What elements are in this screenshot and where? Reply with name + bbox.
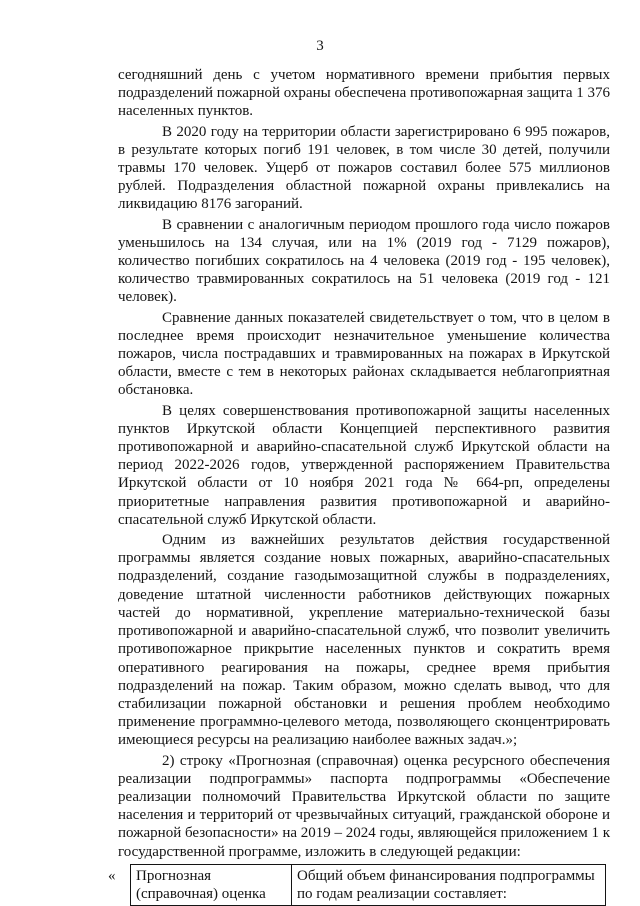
table-value-cell: Общий объем финансирования подпрограммы по годам реализации составляет:: [292, 864, 606, 905]
paragraph-4: Сравнение данных показателей свидетельствует о том, что в целом в последнее время происходит незначительное уменьшение количества пожаров, числа пострадавших и травмированных на пожарах в Иркутской области, вместе с тем в некоторых районах складывается неблагоприятная обстановка.: [118, 309, 610, 399]
page-number: 3: [316, 38, 324, 54]
table-row: [131, 864, 606, 905]
paragraph-5: В целях совершенствования противопожарной защиты населенных пунктов Иркутской области Концепцией перспективного развития противопожарной и аварийно-спасательной служб Иркутской области на период 2022-2026 годов, утвержденной распоряжением Правительства Иркутской области от 10 ноября 2021 года № 664-рп, определены приоритетные направления развития противопожарной и аварийно-спасательной служб Иркутской области.: [118, 402, 610, 528]
paragraph-7: 2) строку «Прогнозная (справочная) оценка ресурсного обеспечения реализации подпрограммы» паспорта подпрограммы «Обеспечение реализации полномочий Правительства Иркутской области по защите населения и территорий от чрезвычайных ситуаций, гражданской обороне и пожарной безопасности» на 2019 – 2024 годы, являющейся приложением 1 к государственной программе, изложить в следующей редакции:: [118, 752, 610, 860]
paragraph-1: сегодняшний день с учетом нормативного времени прибытия первых подразделений пожарной охраны обеспечена противопожарная защита 1 376 населенных пунктов.: [118, 67, 610, 120]
document-body: [108, 66, 610, 906]
paragraph-2: В 2020 году на территории области зарегистрировано 6 995 пожаров, в результате которых погиб 191 человек, в том числе 30 детей, получили травмы 170 человек. Ущерб от пожаров составил более 575 миллионов рублей. Подразделения областной пожарной охраны привлекались на ликвидацию 8176 загораний.: [118, 123, 610, 213]
table-label-cell: Прогнозная (справочная) оценка: [131, 864, 292, 905]
finance-table-wrap: [108, 864, 610, 906]
finance-table: [130, 864, 606, 906]
paragraph-6: Одним из важнейших результатов действия государственной программы является создание новых пожарных, аварийно-спасательных подразделений, создание газодымозащитной службы в подразделениях, доведение штатной численности работников действующих пожарных частей до нормативной, укрепление материально-технической базы противопожарной и аварийно-спасательной служб, что позволит увеличить противопожарное прикрытие населенных пунктов и сократить время оперативного реагирования на пожары, среднее время прибытия подразделений на пожар. Таким образом, можно сделать вывод, что для стабилизации пожарной обстановки и решения проблем необходимо применение программно-целевого метода, позволяющего сконцентрировать имеющиеся ресурсы на реализацию наиболее важных задач.»;: [118, 532, 610, 749]
paragraph-3: В сравнении с аналогичным периодом прошлого года число пожаров уменьшилось на 134 случая, или на 1% (2019 год - 7129 пожаров), количество погибших сократилось на 4 человека (2019 год - 195 человек), количество травмированных сократилось на 51 человека (2019 год - 121 человек).: [118, 216, 610, 306]
opening-quote-mark: «: [108, 867, 116, 884]
